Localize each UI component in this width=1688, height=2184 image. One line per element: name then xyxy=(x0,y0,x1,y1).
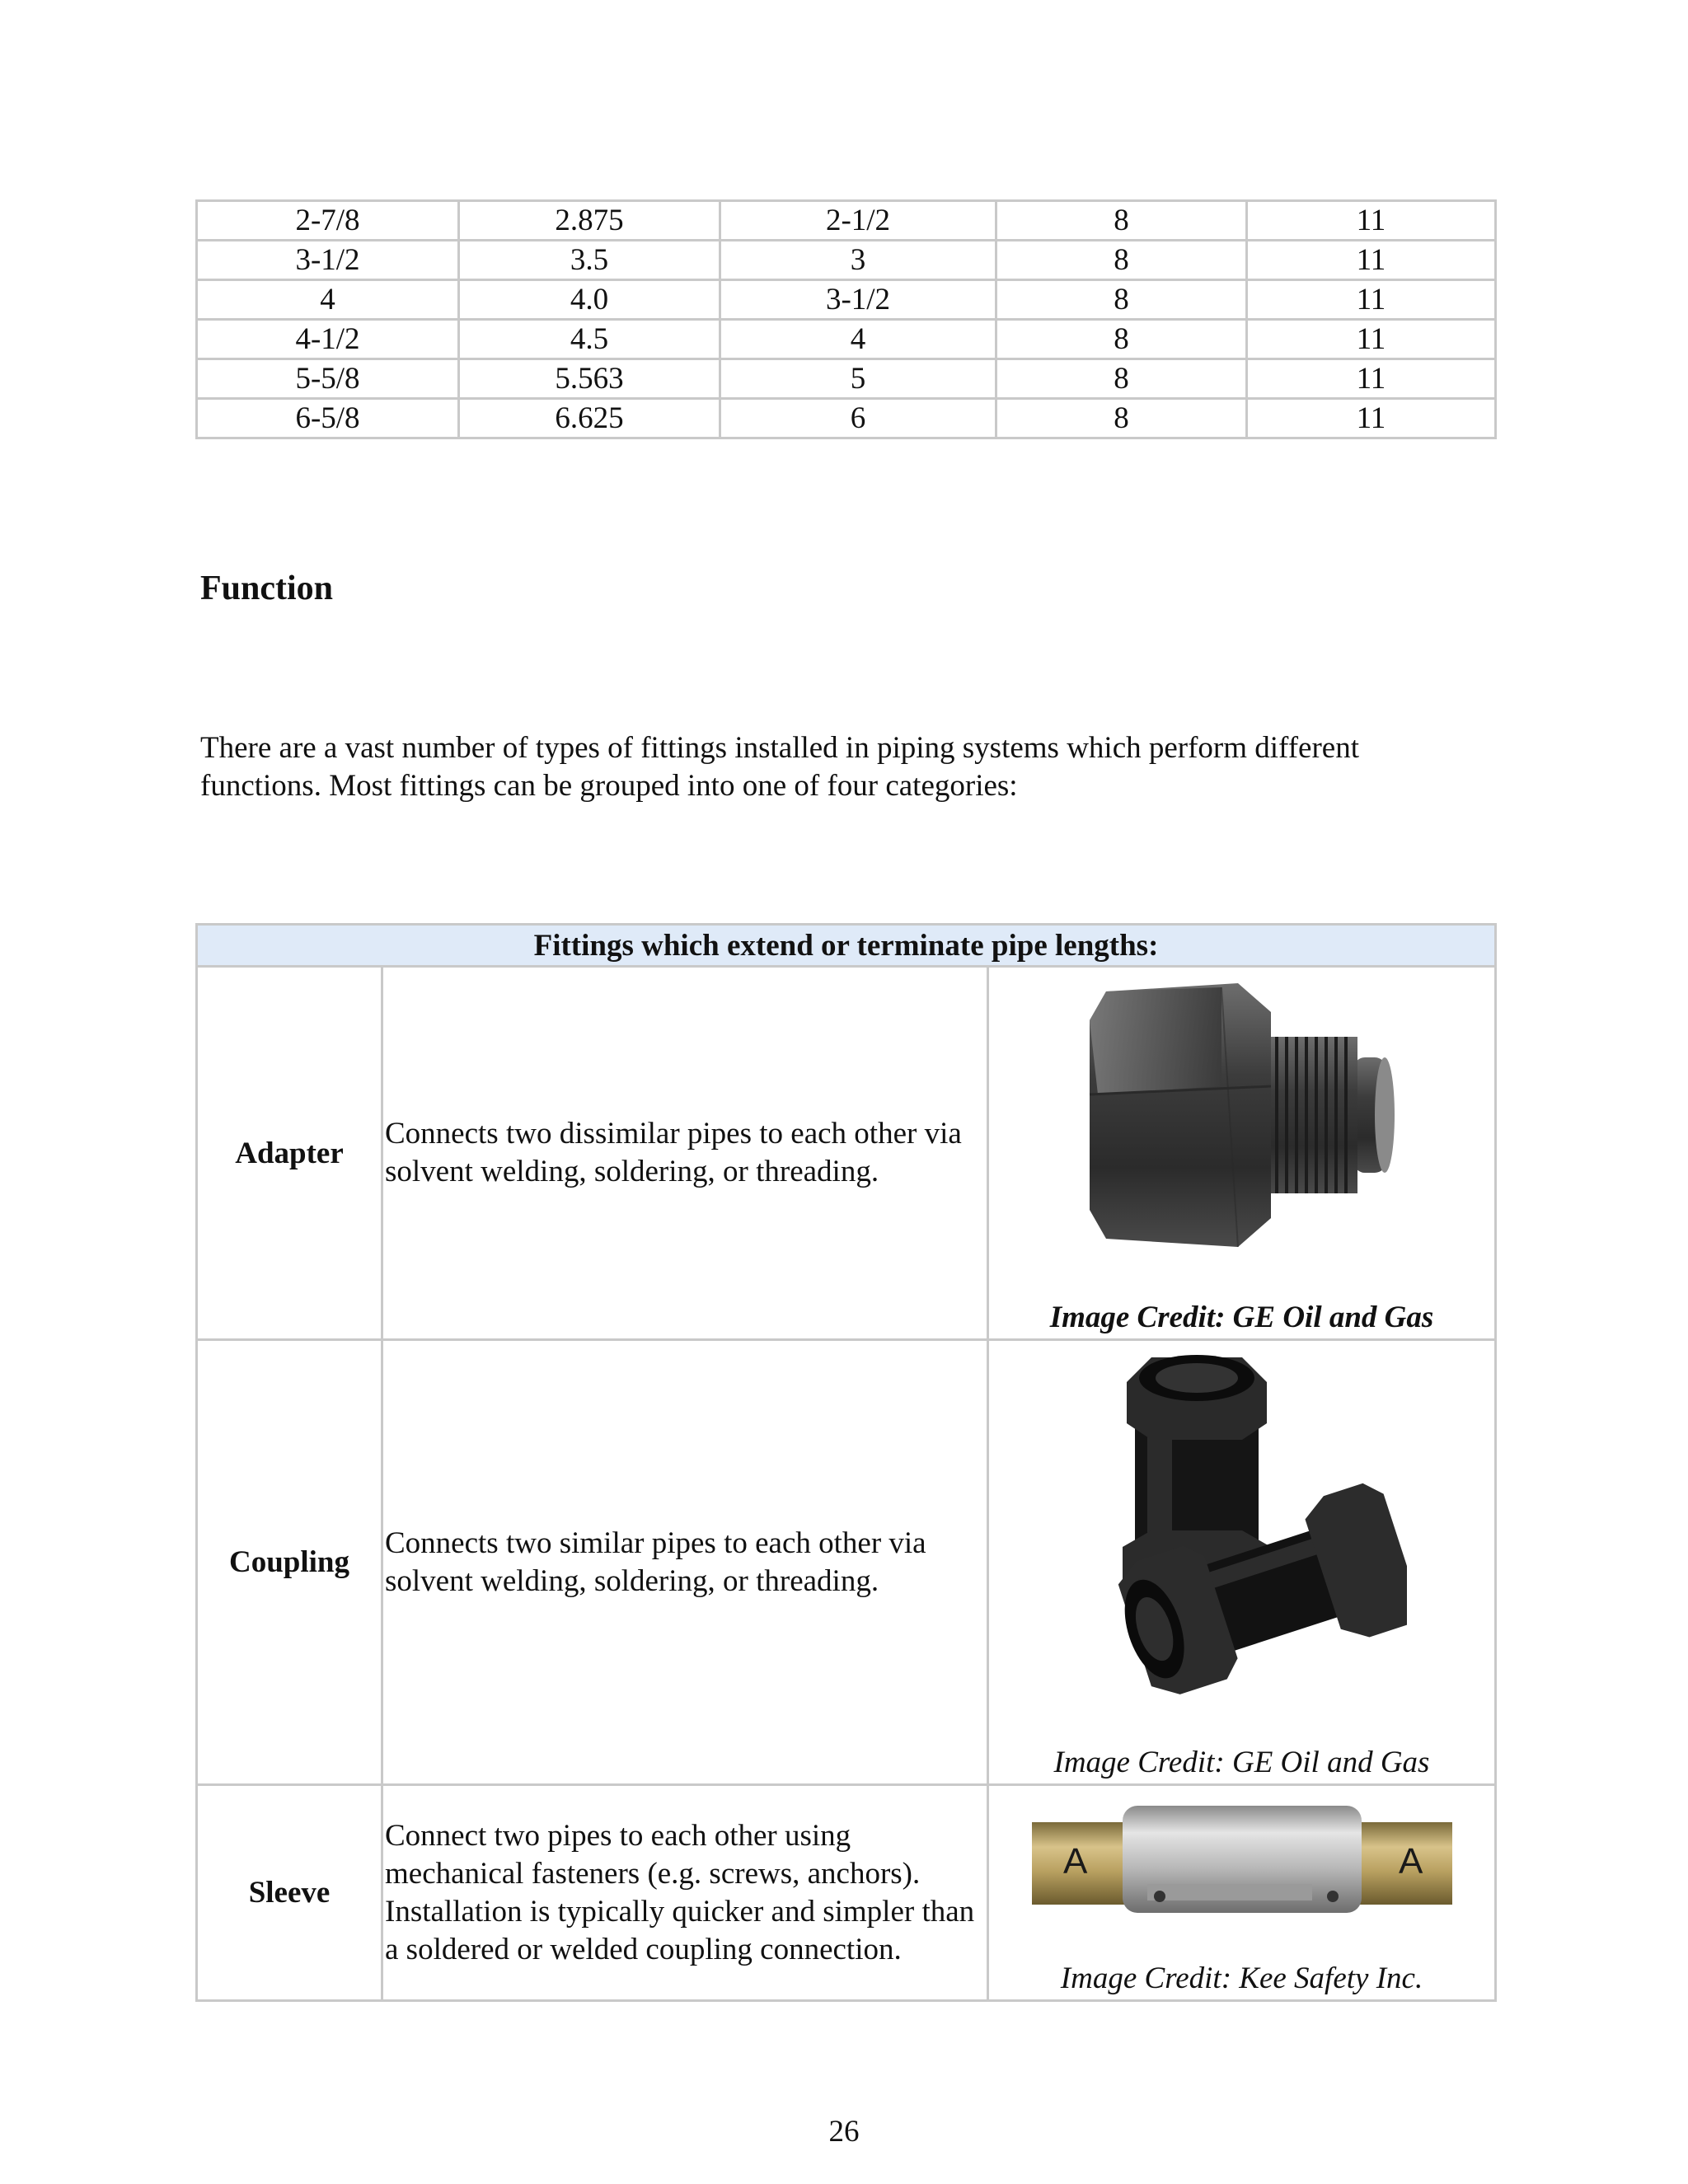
size-table-cell: 6-5/8 xyxy=(197,399,459,438)
size-table-cell: 8 xyxy=(996,201,1247,241)
page-number: 26 xyxy=(828,2115,860,2149)
fitting-row-adapter xyxy=(197,967,1496,1340)
fitting-row-sleeve xyxy=(197,1785,1496,2001)
size-table-cell: 6.625 xyxy=(459,399,720,438)
size-table-cell: 3.5 xyxy=(459,241,720,280)
coupling-photo xyxy=(989,1349,1494,1704)
coupling-fitting-image xyxy=(1077,1349,1407,1704)
image-credit: Image Credit: Kee Safety Inc. xyxy=(1060,1961,1423,1995)
size-table-body xyxy=(197,201,1496,438)
sleeve-fitting-image xyxy=(1032,1797,1452,1921)
image-credit: Image Credit: GE Oil and Gas xyxy=(1053,1746,1430,1779)
size-table-cell: 4 xyxy=(720,320,996,359)
sleeve-photo xyxy=(989,1797,1494,1921)
fitting-description: Connects two similar pipes to each other via solvent welding, soldering, or threading. xyxy=(382,1340,988,1785)
fittings-table xyxy=(195,923,1497,2002)
size-table-cell: 4.5 xyxy=(459,320,720,359)
fitting-name: Adapter xyxy=(197,967,382,1340)
size-table-cell: 8 xyxy=(996,320,1247,359)
size-table-cell: 6 xyxy=(720,399,996,438)
size-table-row xyxy=(197,320,1496,359)
size-table-row xyxy=(197,201,1496,241)
size-table-cell: 8 xyxy=(996,399,1247,438)
size-table-cell: 11 xyxy=(1247,201,1496,241)
fitting-image-cell xyxy=(988,967,1496,1340)
fittings-table-header: Fittings which extend or terminate pipe lengths: xyxy=(197,925,1496,967)
fitting-row-coupling xyxy=(197,1340,1496,1785)
size-table xyxy=(195,199,1497,439)
fitting-image-cell xyxy=(988,1340,1496,1785)
size-table-cell: 4.0 xyxy=(459,280,720,320)
intro-paragraph: There are a vast number of types of fittings installed in piping systems which perform different functions. Most fittings can be grouped into one of four categories: xyxy=(200,731,1359,803)
size-table-cell: 11 xyxy=(1247,359,1496,399)
size-table-cell: 2-7/8 xyxy=(197,201,459,241)
adapter-photo xyxy=(989,979,1494,1251)
size-table-cell: 2-1/2 xyxy=(720,201,996,241)
size-table-cell: 5-5/8 xyxy=(197,359,459,399)
size-table-cell: 11 xyxy=(1247,241,1496,280)
size-table-cell: 8 xyxy=(996,280,1247,320)
size-table-cell: 4-1/2 xyxy=(197,320,459,359)
fitting-description: Connect two pipes to each other using mechanical fasteners (e.g. screws, anchors). Installation is typically quicker and simpler than a soldered or welded coupling connection. xyxy=(382,1785,988,2001)
size-table-cell: 11 xyxy=(1247,320,1496,359)
size-table-cell: 4 xyxy=(197,280,459,320)
fittings-header-row xyxy=(197,925,1496,967)
size-table-cell: 11 xyxy=(1247,280,1496,320)
section-heading: Function xyxy=(200,569,334,607)
size-table-cell: 11 xyxy=(1247,399,1496,438)
adapter-fitting-image xyxy=(1081,979,1403,1251)
size-table-cell: 5.563 xyxy=(459,359,720,399)
fitting-image-cell xyxy=(988,1785,1496,2001)
size-table-row xyxy=(197,280,1496,320)
size-table-cell: 8 xyxy=(996,359,1247,399)
fitting-name: Sleeve xyxy=(197,1785,382,2001)
fitting-description: Connects two dissimilar pipes to each other via solvent welding, soldering, or threading. xyxy=(382,967,988,1340)
sleeve-label-left: A xyxy=(1062,1841,1087,1882)
size-table-row xyxy=(197,359,1496,399)
sleeve-label-right: A xyxy=(1398,1841,1423,1882)
fitting-name: Coupling xyxy=(197,1340,382,1785)
size-table-row xyxy=(197,399,1496,438)
size-table-cell: 8 xyxy=(996,241,1247,280)
image-credit: Image Credit: GE Oil and Gas xyxy=(1049,1301,1434,1334)
size-table-row xyxy=(197,241,1496,280)
size-table-cell: 5 xyxy=(720,359,996,399)
size-table-cell: 3 xyxy=(720,241,996,280)
size-table-cell: 3-1/2 xyxy=(720,280,996,320)
size-table-cell: 2.875 xyxy=(459,201,720,241)
size-table-cell: 3-1/2 xyxy=(197,241,459,280)
